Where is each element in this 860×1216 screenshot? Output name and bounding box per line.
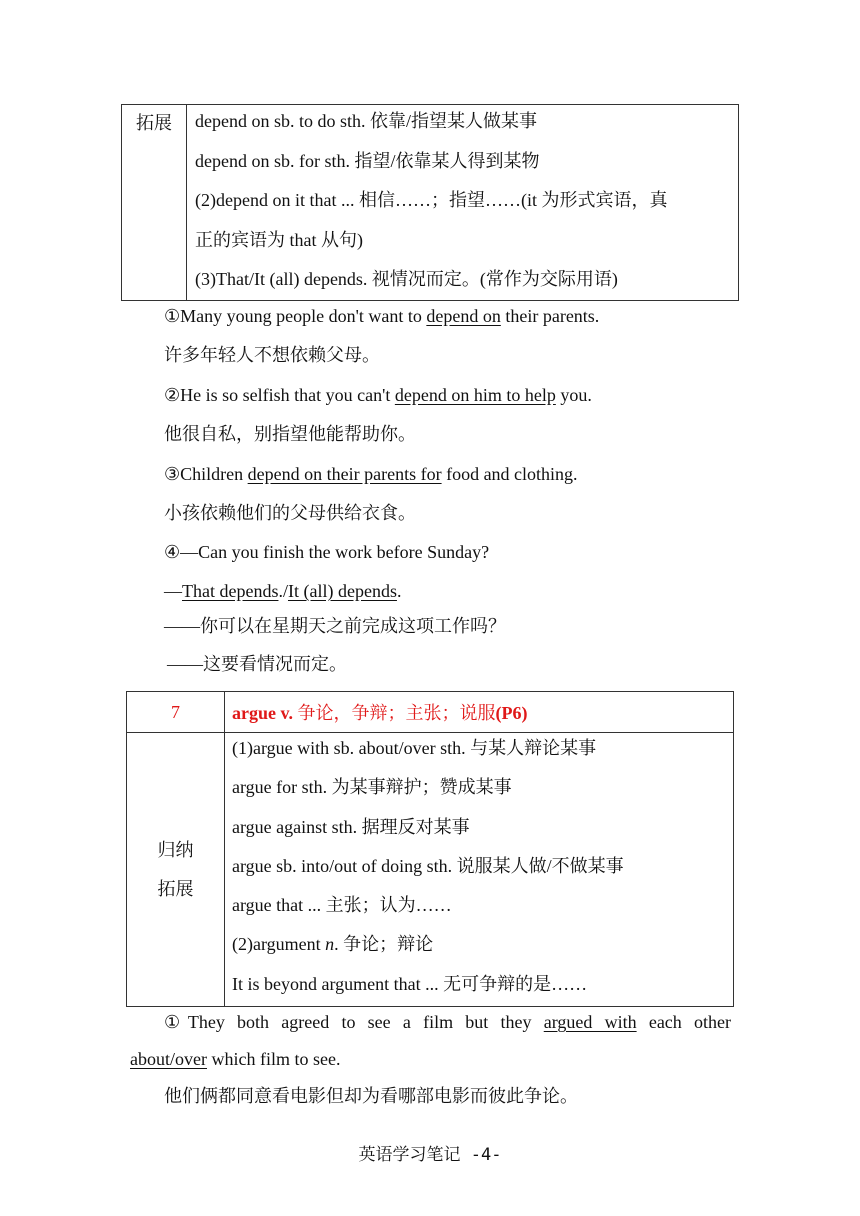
example-3-underlined: depend on their parents for <box>247 464 442 484</box>
page-footer: 英语学习笔记 -4- <box>358 1145 502 1165</box>
summary-content-cell <box>225 733 734 1007</box>
example-2: ②He is so selfish that you can't depend on him to help you. <box>164 385 592 405</box>
entry-head-page: (P6) <box>495 703 528 723</box>
table1-line-4: 正的宾语为 that 从句) <box>195 229 363 250</box>
entry-head-word: argue v. <box>232 703 293 723</box>
extension-content-cell <box>187 105 739 301</box>
extension-label-cell <box>122 105 187 301</box>
example-4-question: ④—Can you finish the work before Sunday? <box>164 542 490 562</box>
table2-line-1: (1)argue with sb. about/over sth. 与某人辩论某事 <box>232 738 597 758</box>
entry-number: 7 <box>171 701 180 722</box>
vocab-table-argue <box>126 691 734 1007</box>
extension-table-depend <box>121 104 739 301</box>
argue-example-1-underlined: argued with <box>543 1012 637 1032</box>
argue-example-1-underlined-2: about/over <box>130 1049 207 1069</box>
table1-line-1: depend on sb. to do sth. 依靠/指望某人做某事 <box>195 111 537 131</box>
entry-head-cell <box>225 692 734 733</box>
example-1-translation: 许多年轻人不想依赖父母。 <box>164 345 380 365</box>
table2-line-2: argue for sth. 为某事辩护；赞成某事 <box>232 777 512 798</box>
entry-head-meaning: 争论，争辩；主张；说服 <box>293 703 496 723</box>
summary-label-line-1: 归纳 <box>157 839 194 860</box>
table2-line-6: (2)argument n. 争论；辩论 <box>232 934 434 955</box>
example-4-question-translation: ——你可以在星期天之前完成这项工作吗？ <box>164 616 506 636</box>
example-4-reply: —That depends./It (all) depends. <box>164 581 402 601</box>
example-4-underlined-1: That depends <box>182 581 279 601</box>
example-3-translation: 小孩依赖他们的父母供给衣食。 <box>164 503 416 523</box>
example-1: ①Many young people don't want to depend on their parents. <box>164 306 600 326</box>
example-2-translation: 他很自私，别指望他能帮助你。 <box>164 424 416 444</box>
summary-label-line-2: 拓展 <box>157 878 194 899</box>
example-4-underlined-2: It (all) depends <box>287 581 397 601</box>
table2-line-3: argue against sth. 据理反对某事 <box>232 816 470 837</box>
summary-label-cell <box>127 733 225 1007</box>
extension-label: 拓展 <box>136 113 172 133</box>
argue-example-1-line-1: ①They both agreed to see a film but they argued with each other <box>164 1012 731 1032</box>
table1-line-5: (3)That/It (all) depends. 视情况而定。(常作为交际用语) <box>195 269 618 289</box>
table2-line-4: argue sb. into/out of doing sth. 说服某人做/不做某事 <box>232 855 624 876</box>
example-3: ③Children depend on their parents for food and clothing. <box>164 464 578 484</box>
example-4-reply-translation: ——这要看情况而定。 <box>167 654 347 674</box>
entry-number-cell <box>127 692 225 733</box>
example-2-underlined: depend on him to help <box>394 385 556 405</box>
argue-example-1-line-2: about/over which film to see. <box>130 1049 341 1069</box>
table1-line-3: (2)depend on it that ... 相信……；指望……(it 为形式宾语，真 <box>195 190 668 210</box>
table1-line-2: depend on sb. for sth. 指望/依靠某人得到某物 <box>195 150 540 171</box>
table2-line-5: argue that ... 主张；认为…… <box>232 895 452 916</box>
table2-line-7: It is beyond argument that ... 无可争辩的是…… <box>232 973 588 994</box>
example-1-underlined: depend on <box>426 306 501 326</box>
argue-example-1-translation: 他们俩都同意看电影但却为看哪部电影而彼此争论。 <box>164 1086 578 1106</box>
